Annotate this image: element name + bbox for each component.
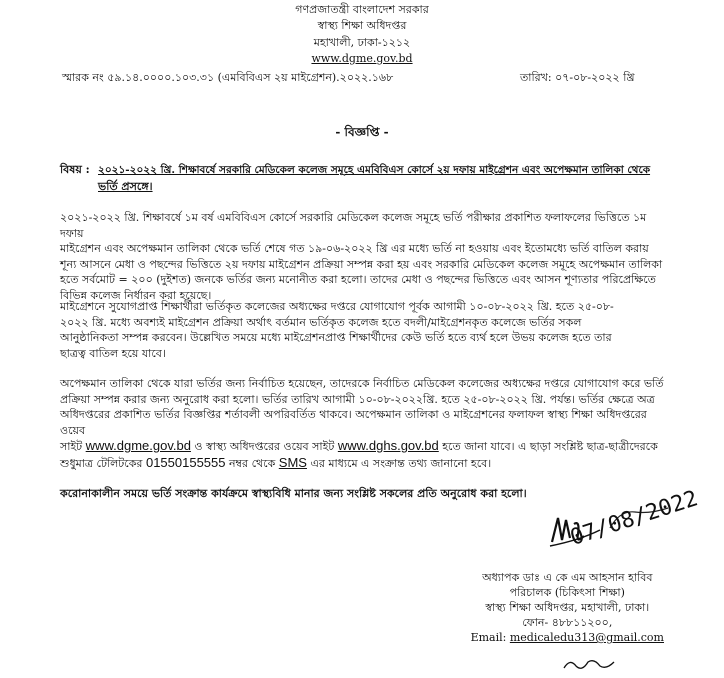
signatory-email-link[interactable]: medicaledu313@gmail.com: [509, 631, 664, 644]
paragraph-4: করোনাকালীন সময়ে ভর্তি সংক্রান্ত কার্যক্রমে স্বাস্থ্যবিধি মানার জন্য সংশ্লিষ্ট সকলের প্রতি অনুরোধ করা হলো।: [60, 487, 527, 500]
directorate-name: স্বাস্থ্য শিক্ষা অধিদপ্তর: [317, 19, 407, 32]
memo-date: তারিখ: ০৭-০৮-২০২২ খ্রি: [520, 71, 635, 84]
paragraph-line: সাইট www.dgme.gov.bd ও স্বাস্থ্য অধিদপ্তরের ওয়েব সাইট www.dghs.gov.bd হতে জানা যাবে। এ ছাড়া সংশ্লিষ্ট ছাত্র-ছাত্রীদেরকে: [60, 438, 658, 453]
paragraph-line: শুধুমাত্র টেলিটকের 01550155555 নম্বর থেকে SMS এর মাধ্যমে এ সংক্রান্ত তথ্য জানানো হবে।: [60, 454, 492, 470]
subject-label: বিষয় :: [60, 163, 90, 176]
dgme-website-link[interactable]: www.dgme.gov.bd: [85, 438, 191, 453]
paragraph-line: মাইগ্রেশনে সুযোগপ্রাপ্ত শিক্ষার্থীরা ভর্তিকৃত কলেজের অধ্যক্ষের দপ্তরে যোগাযোগ পূর্বক আগামী ১০-০৮-২০২২ খ্রি. হতে ২৫-০৮-: [60, 300, 614, 313]
signature-block: [471, 570, 664, 645]
signatory-office: স্বাস্থ্য শিক্ষা অধিদপ্তর, মহাখালী, ঢাকা।: [485, 601, 650, 614]
paragraph-line: অপেক্ষমান তালিকা থেকে যারা ভর্তির জন্য নির্বাচিত হয়েছেন, তাদেরকে নির্বাচিত মেডিকেল কলেজের অধ্যক্ষের দপ্তরে যোগাযোগ করে ভর্তি: [60, 377, 664, 390]
paragraph-line: আনুষ্ঠানিকতা সম্পন্ন করবেন। উল্লেখিত সময়ে মধ্যে মাইগ্রেশনপ্রাপ্ত শিক্ষার্থীদের কেউ ভর্তি হতে ব্যর্থ হলে উভয় কলেজ হতে তার: [60, 331, 612, 344]
paragraph-line: প্রক্রিয়া সম্পন্ন করার জন্য অনুরোধ করা হলো। ভর্তির তারিখ আগামী ১০-০৮-২০২২খ্রি. হতে ২৫-০৮-২০২২ খ্রি. পর্যন্ত। ভর্তির ক্ষেত্রে অত্র: [60, 392, 655, 406]
sms-text: SMS: [278, 454, 307, 470]
signatory-phone: ফোন- ৪৮৮১১২০০,: [522, 616, 613, 629]
subject-line-1: ২০২১-২০২২ খ্রি. শিক্ষাবর্ষে সরকারি মেডিকেল কলেজ সমূহে এমবিবিএস কোর্সে ২য় দফায় মাইগ্রেশন এবং অপেক্ষমান তালিকা থেকে: [98, 164, 651, 176]
handwritten-date: 07/08/2022: [567, 486, 701, 551]
paragraph-line: ২০২১-২০২২ খ্রি. শিক্ষাবর্ষে ১ম বর্ষ এমবিবিএস কোর্সে সরকারি মেডিকেল কলেজ সমূহে ভর্তি পরীক্ষার প্রকাশিত ফলাফলের ভিত্তিতে ১ম দফায়: [60, 211, 647, 240]
signatory-email-line: Email: medicaledu313@gmail.com: [470, 631, 664, 644]
paragraph-3: [60, 376, 672, 471]
paragraph-2: [60, 299, 672, 361]
office-address: মহাখালী, ঢাকা-১২১২: [313, 36, 411, 49]
paragraph-line: শূন্য আসনে মেধা ও পছন্দের ভিত্তিতে ২য় দফায় মাইগ্রেশন প্রক্রিয়া সম্পন্ন করা হয় এবং সরকারি মেডিকেল কলেজ সমূহে অপেক্ষমান তালিকা: [60, 257, 663, 271]
signatory-name: অধ্যাপক ডাঃ এ কে এম আহসান হাবিব: [482, 571, 653, 584]
signatory-designation: পরিচালক (চিকিৎসা শিক্ষা): [509, 586, 625, 599]
notice-title: - বিজ্ঞপ্তি -: [335, 125, 389, 139]
paragraph-line: ছাত্রত্ব বাতিল হয়ে যাবে।: [60, 346, 166, 360]
paragraph-line: মাইগ্রেশন এবং অপেক্ষমান তালিকা থেকে ভর্তি শেষে গত ১৯-০৬-২০২২ খ্রি এর মধ্যে ভর্তি না হওয়ায় এবং ইতোমধ্যে ভর্তি বাতিল করায়: [60, 242, 649, 255]
memo-ref-number: স্মারক নং ৫৯.১৪.০০০০.১০৩.৩১ (এমবিবিএস ২য় মাইগ্রেশন).২০২২.১৬৮: [62, 71, 394, 84]
initials-scribble: [560, 656, 620, 674]
dghs-website-link[interactable]: www.dghs.gov.bd: [337, 438, 439, 453]
govt-name: গণপ্রজাতন্ত্রী বাংলাদেশ সরকার: [295, 3, 429, 16]
paragraph-line: হতে সর্বমোট = ২০০ (দুইশত) জনকে ভর্তির জন্য মনোনীত করা হলো। তাদের মেধা ও পছন্দের ভিত্তিতে এবং আসন শূণ্যতার পরিপ্রেক্ষিতে: [60, 273, 656, 286]
teletalk-number: 01550155555: [145, 454, 226, 470]
subject-line-2: ভর্তি প্রসঙ্গে।: [98, 180, 153, 193]
paragraph-1: [60, 210, 672, 303]
header-website-link[interactable]: www.dgme.gov.bd: [311, 52, 413, 65]
paragraph-line: অধিদপ্তরের প্রকাশিত ভর্তির বিজ্ঞপ্তির শর্তাবলী অপরিবর্তিত থাকবে। অপেক্ষমান তালিকা ও মাইগ্রেশনের ফলাফল স্বাস্থ্য শিক্ষা অধিদপ্তরের ওয়েব: [60, 408, 647, 437]
paragraph-line: বিভিন্ন কলেজ নির্ধারন করা হয়েছে।: [60, 288, 212, 302]
paragraph-line: ২০২২ খ্রি. মধ্যে অবশ্যই মাইগ্রেশন প্রক্রিয়া অর্থাৎ বর্তমান ভর্তিকৃত কলেজ হতে বদলী/মাইগ্রেশনকৃত কলেজে ভর্তির সকল: [60, 315, 582, 329]
